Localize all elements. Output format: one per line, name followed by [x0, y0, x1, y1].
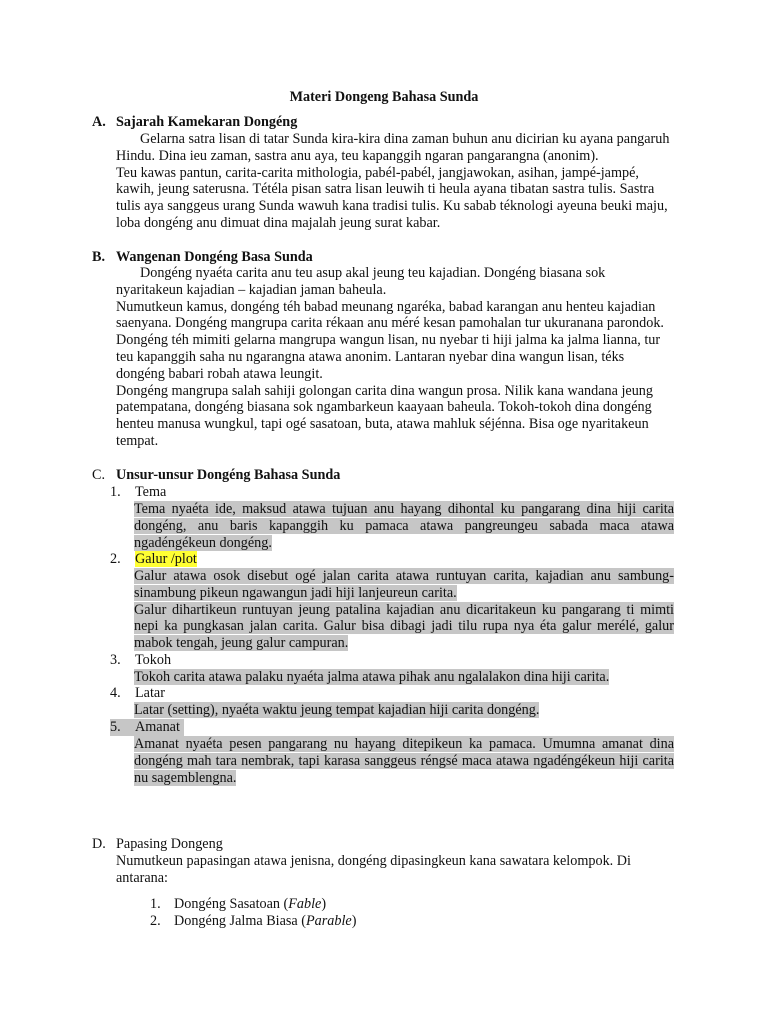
- unsur-item-4-desc-text: Latar (setting), nyaéta waktu jeung tempat kajadian hiji carita dongéng.: [134, 702, 540, 718]
- section-a-title: Sajarah Kamekaran Dongéng: [116, 114, 298, 130]
- unsur-item-3-number: 3.: [110, 652, 121, 668]
- papasing-item-2-italic: Parable: [306, 913, 352, 929]
- papasing-item-1-number: 1.: [150, 896, 161, 912]
- section-c-letter: C.: [92, 467, 106, 483]
- unsur-item-2-desc: [134, 568, 674, 652]
- section-b-para-1: Dongéng nyaéta carita anu teu asup akal jeung teu kajadian. Dongéng biasana sok nyaritakeun kajadian – kajadian jaman baheula.: [116, 265, 606, 298]
- section-b-title: Wangenan Dongéng Basa Sunda: [116, 249, 313, 265]
- section-b-body: [116, 265, 674, 450]
- unsur-item-3-desc-text: Tokoh carita atawa palaku nyaéta jalma atawa pihak anu ngalalakon dina hiji carita.: [134, 669, 610, 685]
- unsur-item-4-label: Latar: [135, 685, 165, 701]
- papasing-item-1-close: ): [321, 896, 327, 912]
- unsur-item-2-desc-text-2: Galur dihartikeun runtuyan jeung patalina kajadian anu dicaritakeun ku pangarang ti mimti nepi ka pungkasan jalan carita. Galur bisa dibagi jadi tilu rupa nya éta galur merélé, galur mabok tengah, jeung galur campuran.: [134, 601, 674, 652]
- unsur-item-4: [110, 685, 165, 702]
- unsur-item-5-desc: [134, 736, 674, 786]
- unsur-item-1-number: 1.: [110, 484, 121, 500]
- section-c-title: Unsur-unsur Dongéng Bahasa Sunda: [116, 467, 341, 483]
- papasing-item-1-italic: Fable: [288, 896, 322, 912]
- unsur-item-3-label: Tokoh: [135, 652, 172, 668]
- unsur-item-2: [110, 551, 197, 568]
- papasing-item-2-close: ): [351, 913, 357, 929]
- unsur-item-1: [110, 484, 166, 501]
- section-a-heading: [92, 114, 297, 131]
- unsur-item-2-desc-text-1: Galur atawa osok disebut ogé jalan carita atawa runtuyan carita, kajadian anu sambung-sinambung pikeun ngawangun jadi hiji lanjeureun carita.: [134, 568, 674, 601]
- section-d-para-1: Numutkeun papasingan atawa jenisna, dongéng dipasingkeun kana sawatara kelompok. Di antarana:: [116, 853, 631, 886]
- papasing-item-1-text: Dongéng Sasatoan (: [174, 896, 289, 912]
- unsur-item-5: [110, 719, 184, 736]
- unsur-item-3-desc: [134, 669, 674, 686]
- papasing-item-2-text: Dongéng Jalma Biasa (: [174, 913, 306, 929]
- unsur-item-4-desc: [134, 702, 674, 719]
- section-a-letter: A.: [92, 114, 106, 130]
- papasing-item-1: [150, 896, 326, 913]
- section-b-para-4: Dongéng mangrupa salah sahiji golongan carita dina wangun prosa. Nilik kana wandana jeung patempatana, dongéng biasana sok ngambarkeun kaayaan baheula. Tokoh-tokoh dina dongéng henteu manusa wungkul, tapi ogé sasatoan, buta, atawa mahluk séjénna. Bisa oge nyaritakeun tempat.: [116, 382, 653, 449]
- section-a-para-2: Teu kawas pantun, carita-carita mithologia, pabél-pabél, jangjawokan, asihan, jampé-jampé, kawih, jeung saterusna. Tétéla pisan satra lisan leuwih ti heula ayana tibatan sastra tulis. Sastra tulis aya sanggeus urang Sunda wawuh kana tradisi tulis. Ku sabab téknologi ayeuna beuki maju, loba dongéng anu dimuat dina majalah jeung surat kabar.: [116, 164, 668, 231]
- unsur-item-4-number: 4.: [110, 685, 121, 701]
- section-b-letter: B.: [92, 249, 106, 265]
- unsur-item-3: [110, 652, 171, 669]
- section-b-heading: [92, 249, 313, 266]
- unsur-item-1-desc: [134, 501, 674, 551]
- document-title: Materi Dongeng Bahasa Sunda: [289, 89, 479, 105]
- unsur-item-5-label: Amanat: [135, 719, 180, 735]
- unsur-item-5-number: 5.: [110, 719, 121, 735]
- section-a-body: [116, 131, 674, 232]
- section-d-body: [116, 853, 674, 887]
- section-b-para-3: Dongéng téh mimiti gelarna mangrupa wangun lisan, nu nyebar ti hiji jalma ka jalma lianna, tur teu kapanggih saha nu ngarangna atawa anonim. Lantaran nyebar dina wangun lisan, téks dongéng babari robah atawa leungit.: [116, 332, 661, 382]
- section-d-title: Papasing Dongeng: [116, 836, 223, 852]
- unsur-item-1-label: Tema: [135, 484, 167, 500]
- section-d-heading: [92, 836, 223, 853]
- section-c-heading: [92, 467, 340, 484]
- papasing-item-2-number: 2.: [150, 913, 161, 929]
- section-b-para-2: Numutkeun kamus, dongéng téh babad meunang ngaréka, babad karangan anu henteu kajadian saenyana. Dongéng mangrupa carita rékaan anu méré kesan pamohalan tur ukuranana parondok.: [116, 298, 664, 332]
- unsur-item-2-number: 2.: [110, 551, 121, 567]
- unsur-item-2-label: Galur /plot: [135, 551, 197, 567]
- unsur-item-1-desc-text: Tema nyaéta ide, maksud atawa tujuan anu hayang dihontal ku pangarang dina hiji carita dongéng, anu baris kapanggih ku pamaca atawa pangreungeu sabada maca atawa ngadéngékeun dongéng.: [134, 501, 674, 551]
- papasing-item-2: [150, 913, 356, 930]
- unsur-item-5-desc-text: Amanat nyaéta pesen pangarang nu hayang ditepikeun ka pamaca. Umumna amanat dina dongéng mah tara nembrak, tapi karasa sanggeus réngsé maca atawa ngadéngékeun hiji carita nu sagemblengna.: [134, 736, 674, 786]
- section-a-para-1: Gelarna satra lisan di tatar Sunda kira-kira dina zaman buhun anu dicirian ku ayana pangaruh Hindu. Dina ieu zaman, sastra anu aya, teu kapanggih ngaran pangarangna (anonim).: [116, 131, 670, 164]
- section-d-letter: D.: [92, 836, 106, 852]
